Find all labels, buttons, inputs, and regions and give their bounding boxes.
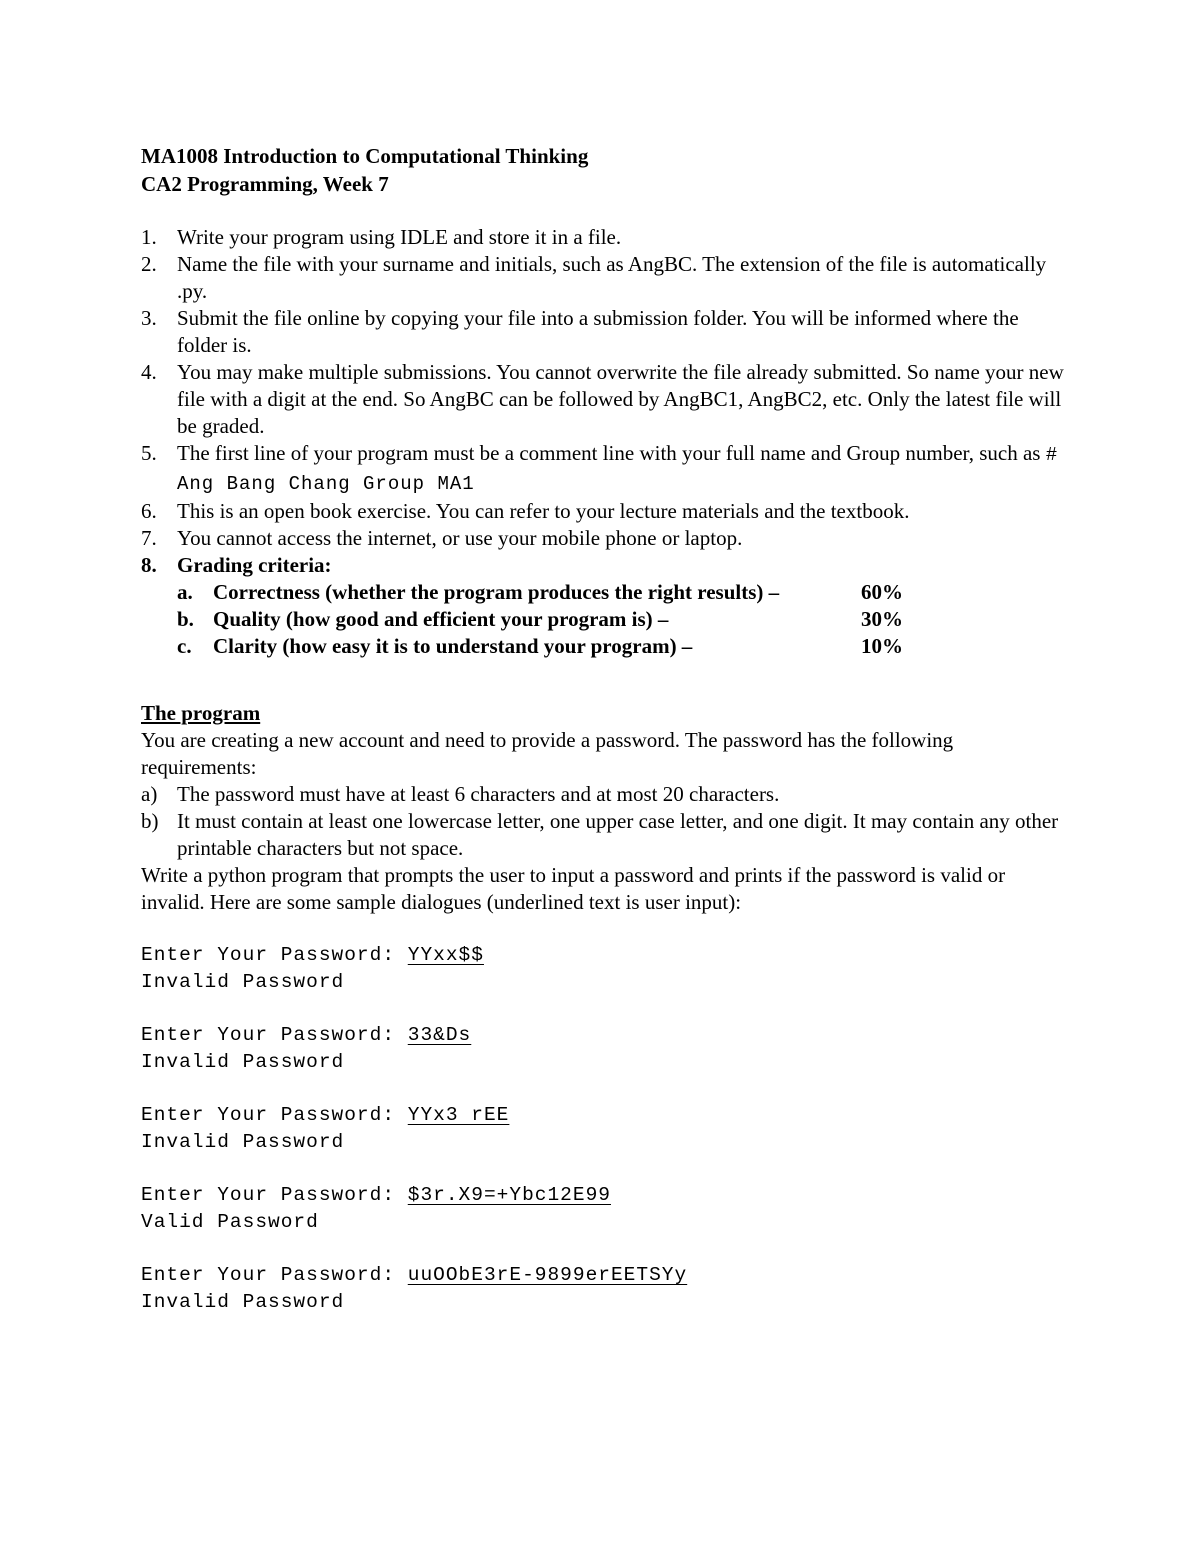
dialogue: Enter Your Password: YYx3 rEE Invalid Password <box>141 1102 687 1156</box>
user-input: uuOObE3rE-9899erEETSYy <box>407 1264 688 1286</box>
dialogue-result: Valid Password <box>141 1211 319 1233</box>
dialogue-result: Invalid Password <box>141 1291 345 1313</box>
instruction-item: 5. The first line of your program must be a comment line with your full name and Group number, such as # Ang Bang Chang Group MA1 <box>141 441 1059 495</box>
instruction-item: 7. You cannot access the internet, or use your mobile phone or laptop. <box>141 526 743 550</box>
grading-criteria <box>141 579 1071 660</box>
user-input: $3r.X9=+Ybc12E99 <box>407 1184 611 1206</box>
grading-item: a. Correctness (whether the program produces the right results) – 60% <box>177 580 903 604</box>
document-header <box>141 142 588 198</box>
dialogue: Enter Your Password: uuOObE3rE-9899erEETSYy Invalid Password <box>141 1262 687 1316</box>
instruction-item: 1. Write your program using IDLE and store it in a file. <box>141 225 622 249</box>
grading-item: c. Clarity (how easy it is to understand your program) – 10% <box>177 634 903 658</box>
instruction-item-grading: 8. Grading criteria: <box>141 553 332 577</box>
program-intro: You are creating a new account and need to provide a password. The password has the following requirements: <box>141 728 954 779</box>
sample-dialogues <box>141 942 687 1342</box>
dialogue: Enter Your Password: YYxx$$ Invalid Password <box>141 942 687 996</box>
instruction-item: 2. Name the file with your surname and initials, such as AngBC. The extension of the file is automatically .py. <box>141 252 1047 303</box>
instruction-list <box>141 224 1071 660</box>
dialogue: Enter Your Password: $3r.X9=+Ybc12E99 Valid Password <box>141 1182 687 1236</box>
requirement-item: a) The password must have at least 6 characters and at most 20 characters. <box>141 782 780 806</box>
assignment-title: CA2 Programming, Week 7 <box>141 172 389 196</box>
grading-item: b. Quality (how good and efficient your program is) – 30% <box>177 607 903 631</box>
user-input: YYx3 rEE <box>407 1104 510 1126</box>
instruction-item: 6. This is an open book exercise. You can refer to your lecture materials and the textbook. <box>141 499 910 523</box>
dialogue-result: Invalid Password <box>141 1051 345 1073</box>
instruction-item: 4. You may make multiple submissions. You cannot overwrite the file already submitted. So name your new file with a digit at the end. So AngBC can be followed by AngBC1, AngBC2, etc. Only the latest file will be graded. <box>141 360 1064 438</box>
user-input: YYxx$$ <box>407 944 484 966</box>
section-heading: The program <box>141 701 261 725</box>
requirement-item: b) It must contain at least one lowercase letter, one upper case letter, and one digit. It may contain any other printable characters but not space. <box>141 809 1059 860</box>
program-section <box>141 700 1071 916</box>
dialogue-result: Invalid Password <box>141 1131 345 1153</box>
instruction-item: 3. Submit the file online by copying your file into a submission folder. You will be informed where the folder is. <box>141 306 1019 357</box>
comment-example: # Ang Bang Chang Group MA1 <box>177 444 1059 495</box>
course-title: MA1008 Introduction to Computational Thinking <box>141 144 589 168</box>
dialogue: Enter Your Password: 33&Ds Invalid Password <box>141 1022 687 1076</box>
program-task: Write a python program that prompts the user to input a password and prints if the password is valid or invalid. Here are some sample dialogues (underlined text is user input): <box>141 863 1006 914</box>
user-input: 33&Ds <box>407 1024 472 1046</box>
dialogue-result: Invalid Password <box>141 971 345 993</box>
